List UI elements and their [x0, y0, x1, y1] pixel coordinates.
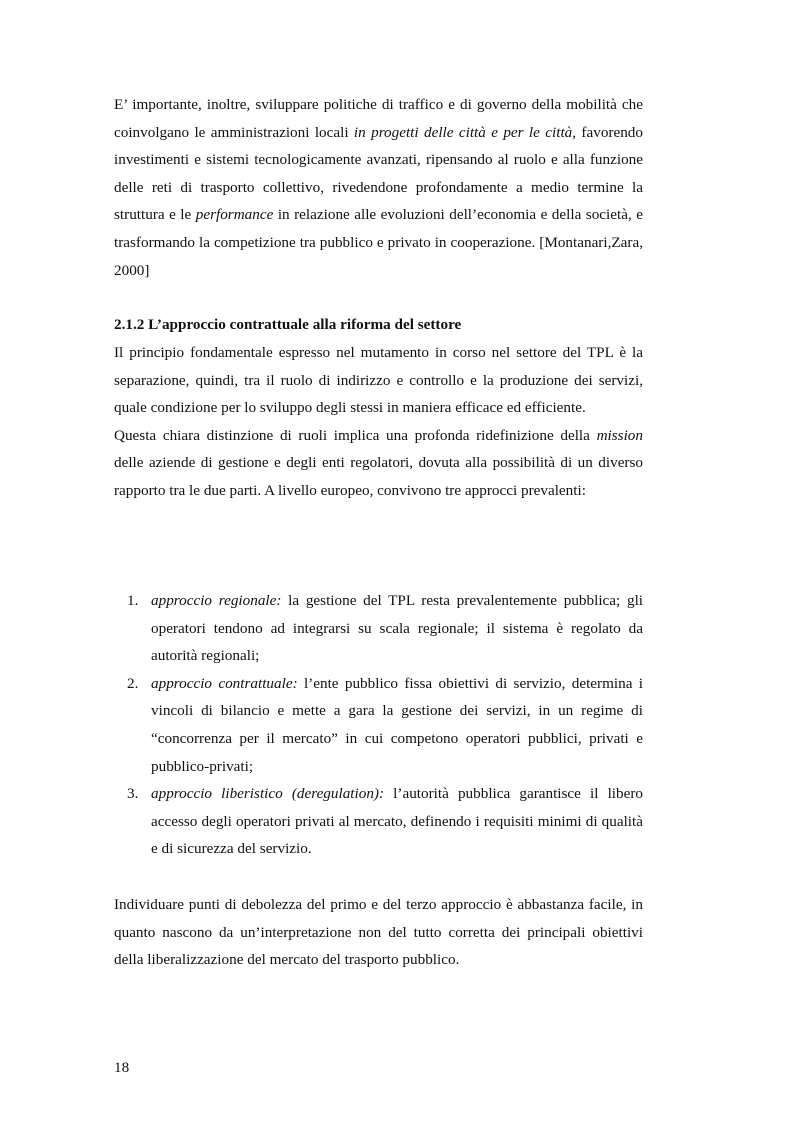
- section-paragraph-1: Il principio fondamentale espresso nel mutamento in corso nel settore del TPL è la separazione, quindi, tra il ruolo di indirizzo e controllo e la produzione dei servizi, quale condizione per lo sviluppo degli stessi in maniera efficace ed efficiente.: [114, 344, 643, 417]
- intro-emphasis-2: performance: [195, 206, 274, 224]
- list-item-number: 3.: [127, 785, 139, 803]
- list-item-number: 2.: [127, 674, 139, 692]
- section-paragraph-2-emphasis: mission: [596, 426, 643, 444]
- section-heading: 2.1.2 L’approccio contrattuale alla riforma del settore: [114, 316, 462, 333]
- list-item-term: approccio contrattuale:: [151, 674, 298, 692]
- intro-text-1: E’ importante, inoltre, sviluppare politiche di traffico e di governo della mobilità che coinvolgano le amministrazioni locali: [114, 96, 643, 141]
- list-item-text: l’autorità pubblica garantisce il libero accesso degli operatori privati al mercato, definendo i requisiti minimi di qualità e di sicurezza del servizio.: [151, 785, 644, 858]
- list-item-text: l’ente pubblico fissa obiettivi di servizio, determina i vincoli di bilancio e mette a gara la gestione dei servizi, in un regime di “concorrenza per il mercato” in cui competono operatori pubblici, privati e pubblico-privati;: [151, 674, 643, 775]
- closing-paragraph: Individuare punti di debolezza del primo e del terzo approccio è abbastanza facile, in quanto nascono da un’interpretazione non del tutto corretta dei principali obiettivi della liberalizzazione del mercato del trasporto pubblico.: [114, 896, 643, 969]
- section-paragraph-2: [114, 422, 643, 505]
- intro-text-2: favorendo investimenti e sistemi tecnologicamente avanzati, ripensando al ruolo e alla funzione delle reti di trasporto collettivo, rivedendone profondamente a medio termine la struttura e le: [114, 123, 643, 224]
- list-item-text: la gestione del TPL resta prevalentemente pubblica; gli operatori tendono ad integrarsi su scala regionale; il sistema è regolato da autorità regionali;: [151, 592, 644, 665]
- section-paragraph-2-text-2: delle aziende di gestione e degli enti regolatori, dovuta alla possibilità di un diverso rapporto tra le due parti. A livello europeo, convivono tre approcci prevalenti:: [114, 454, 643, 499]
- intro-paragraph: [114, 91, 643, 284]
- list-item-term: approccio liberistico (deregulation):: [151, 785, 385, 803]
- section-paragraph-2-text-1: Questa chiara distinzione di ruoli implica una profonda ridefinizione della: [114, 426, 597, 444]
- list-item: [114, 670, 643, 780]
- list-item: [114, 780, 643, 863]
- list-item-term: approccio regionale:: [151, 592, 282, 609]
- approaches-list: [114, 587, 643, 863]
- list-item-number: 1.: [127, 592, 139, 609]
- list-item: [114, 587, 643, 670]
- page-number: 18: [114, 1059, 130, 1076]
- intro-emphasis-1: in progetti delle città e per le città,: [353, 123, 577, 141]
- section-body: [114, 339, 643, 505]
- intro-text-3: in relazione alle evoluzioni dell’economia e della società, e trasformando la competizione tra pubblico e privato in cooperazione. [Montanari,Zara, 2000]: [114, 206, 643, 279]
